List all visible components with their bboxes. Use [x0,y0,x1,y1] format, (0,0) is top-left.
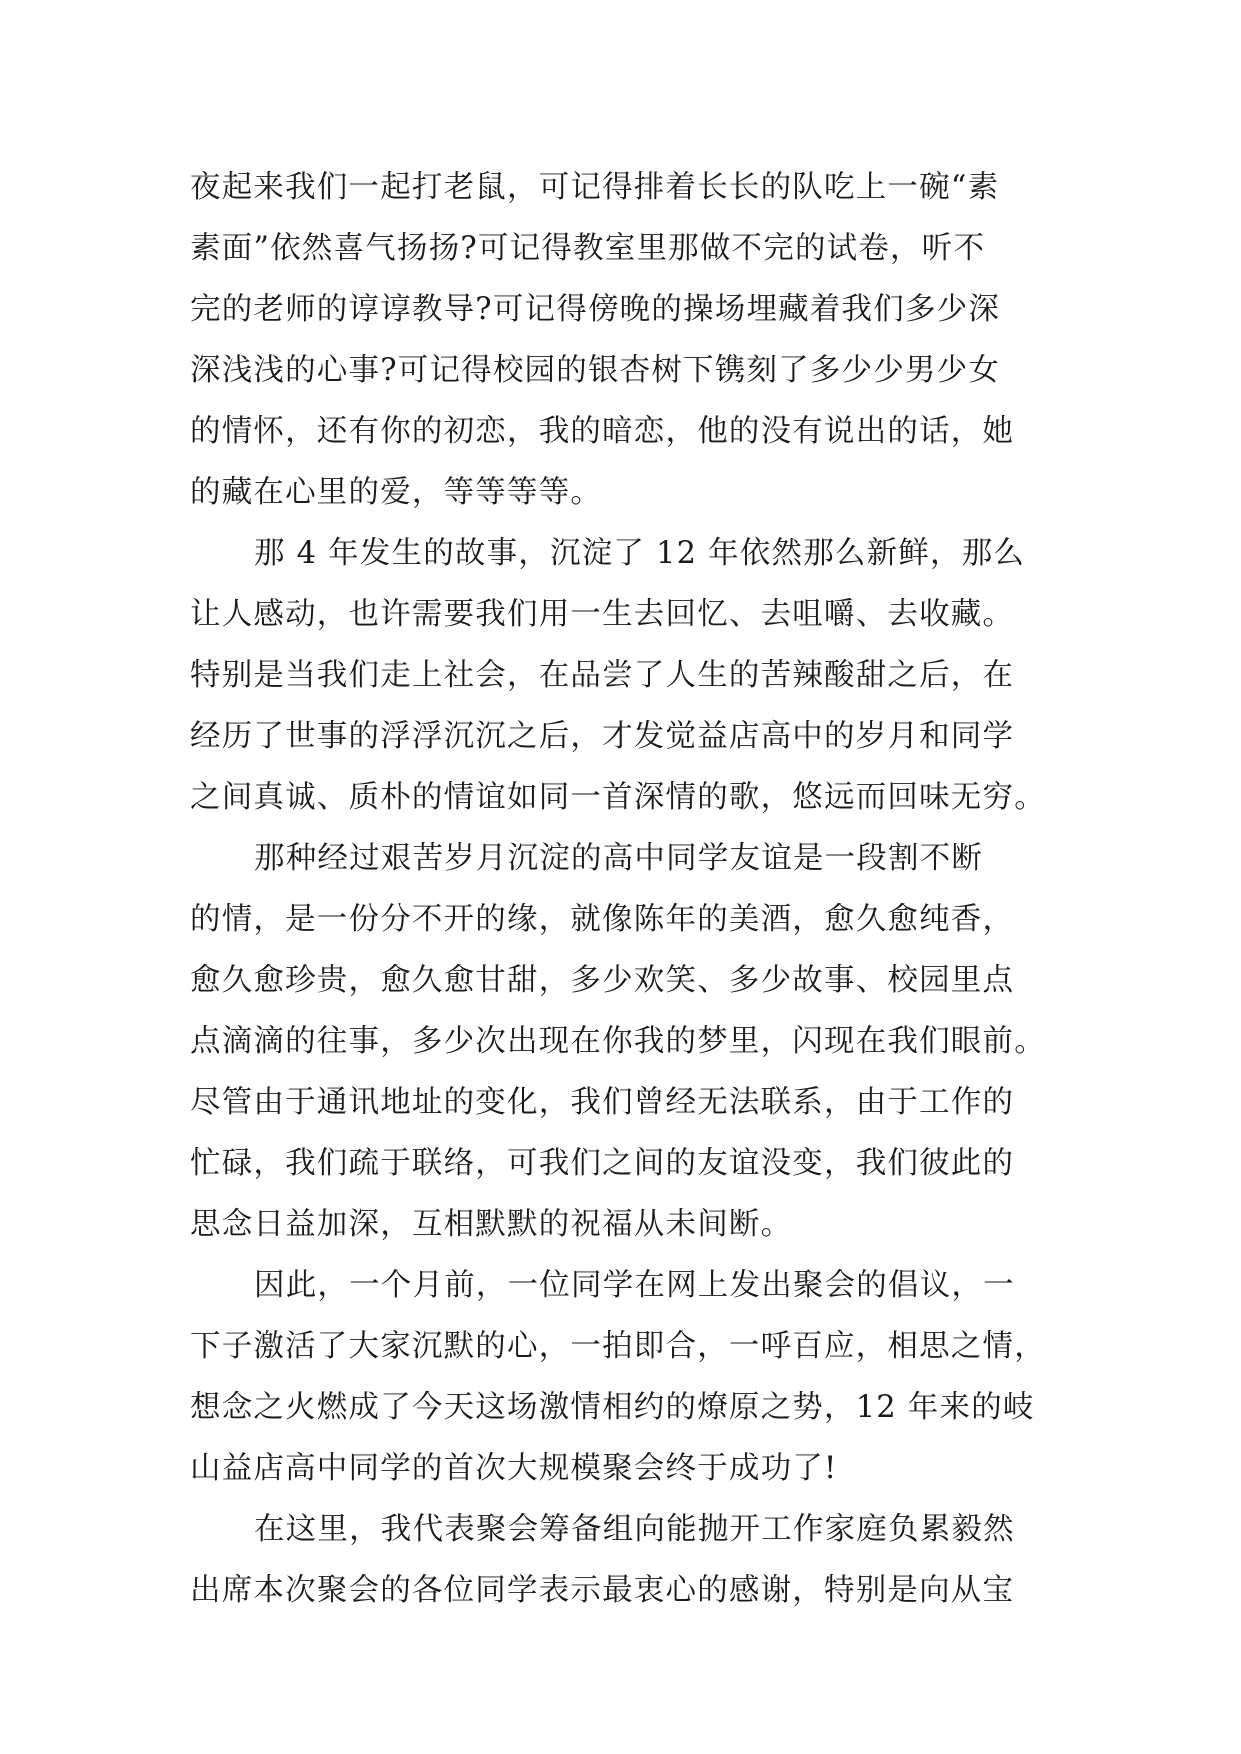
text-line: 忙碌，我们疏于联络，可我们之间的友谊没变，我们彼此的 [190,1146,1015,1181]
text-line: 经历了世事的浮浮沉沉之后，才发觉益店高中的岁月和同学 [190,719,1015,754]
text-line: 素面”依然喜气扬扬?可记得教室里那做不完的试卷，听不 [190,231,986,266]
text-line: 出席本次聚会的各位同学表示最衷心的感谢，特别是向从宝 [190,1573,1015,1608]
text-line: 想念之火燃成了今天这场激情相约的燎原之势，12 年来的岐 [190,1390,1035,1425]
paragraph-5 [190,1499,1070,1621]
text-line: 思念日益加深，互相默默的祝福从未间断。 [190,1207,793,1242]
text-line: 夜起来我们一起打老鼠，可记得排着长长的队吃上一碗“素 [190,170,1000,205]
text-line: 的情怀，还有你的初恋，我的暗恋，他的没有说出的话，她 [190,414,1015,449]
text-line: 完的老师的谆谆教导?可记得傍晚的操场埋藏着我们多少深 [190,292,1001,327]
text-line: 让人感动，也许需要我们用一生去回忆、去咀嚼、去收藏。 [190,597,1015,632]
paragraph-4 [190,1255,1070,1499]
text-line: 的情，是一份分不开的缘，就像陈年的美酒，愈久愈纯香， [190,902,1015,937]
text-line: 之间真诚、质朴的情谊如同一首深情的歌，悠远而回味无穷。 [190,780,1046,815]
paragraph-3 [190,828,1070,1255]
text-line: 的藏在心里的爱，等等等等。 [190,475,603,510]
text-line: 尽管由于通讯地址的变化，我们曾经无法联系，由于工作的 [190,1085,1015,1120]
text-line: 在这里，我代表聚会筹备组向能抛开工作家庭负累毅然 [254,1512,1015,1547]
text-line: 因此，一个月前，一位同学在网上发出聚会的倡议，一 [254,1268,1015,1303]
text-line: 特别是当我们走上社会，在品尝了人生的苦辣酸甜之后，在 [190,658,1015,693]
text-line: 那 4 年发生的故事，沉淀了 12 年依然那么新鲜，那么 [254,536,1026,571]
text-line: 山益店高中同学的首次大规模聚会终于成功了! [190,1451,838,1486]
document-body [190,157,1070,1621]
paragraph-1 [190,157,1070,523]
text-line: 那种经过艰苦岁月沉淀的高中同学友谊是一段割不断 [254,841,984,876]
text-line: 愈久愈珍贵，愈久愈甘甜，多少欢笑、多少故事、校园里点 [190,963,1015,998]
text-line: 深浅浅的心事?可记得校园的银杏树下镌刻了多少少男少女 [190,353,1001,388]
text-line: 下子激活了大家沉默的心，一拍即合，一呼百应，相思之情， [190,1329,1046,1364]
text-line: 点滴滴的往事，多少次出现在你我的梦里，闪现在我们眼前。 [190,1024,1046,1059]
paragraph-2 [190,523,1070,828]
